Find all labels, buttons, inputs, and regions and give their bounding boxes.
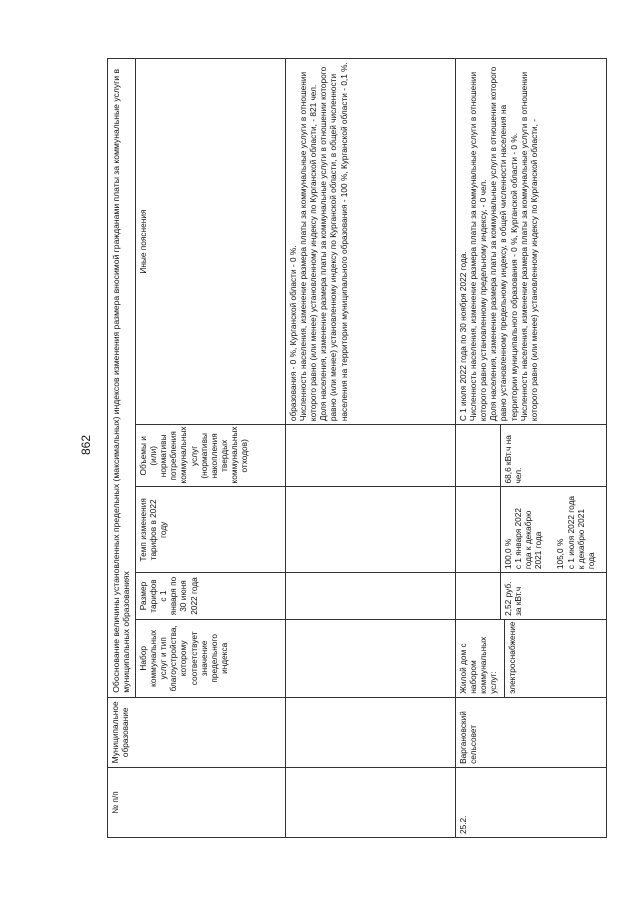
header-num: № п/п [108,767,286,837]
cell-municipal-prev [285,697,455,767]
temp-spacer [456,487,501,572]
cell-other-prev: образования - 0 %, Курганской области - 0 %. Численность населения, изменение размера платы за коммунальные услуги в отношении которого равно (или менее) установленному индексу по Курганской области, - 821 чел. Доля населения, изменение размера платы за коммунальные услуги в отношении которого равно (или менее) установленному индексу по Курганской области, в общей численности населения на территории муниципального образования - 100 %, Курганской области - 0,1 %. [285,59,455,425]
volume-value: 68,6 кВт.ч на чел. [502,435,524,484]
table-row-25-2 [455,59,606,838]
temp-desc-2: с 1 июля 2022 года к декабрю 2021 года [565,495,596,570]
header-volume: Объемы и (или) нормативы потребления коммунальных услуг (нормативы накопления твердых коммунальных отходов) [135,425,285,487]
temp-desc-1: с 1 января 2022 года к декабрю 2021 года [513,508,544,570]
cell-set-prev [285,619,455,697]
cell-num-prev [285,767,455,837]
header-other: Иные пояснения [135,59,285,425]
cell-temp-25-2 [455,487,606,573]
size-spacer [456,573,501,619]
header-municipal: Муниципальное образование [108,697,286,767]
header-size: Размер тарифов с 1 января по 30 июня 2022 года [135,573,285,620]
cell-municipal-25-2: Варгановский сельсовет [455,697,606,767]
header-temp: Темп изменения тарифов в 2022 году [135,487,285,573]
header-set: Набор коммунальных услуг и тип благоустройства, которому соответствует значение предельного индекса [135,619,285,697]
cell-set-25-2 [455,619,606,697]
table-row-prev [285,59,455,838]
cell-volume-25-2 [455,425,606,487]
cell-other-25-2: С 1 июля 2022 года по 30 ноября 2022 года. Численность населения, изменение размера платы за коммунальные услуги в отношении которого равно установленному предельному индексу, - 0 чел. Доля населения, изменение размера платы за коммунальные услуги в отношении которого равно установленному предельному индексу, в общей численности населения на территории муниципального образования - 0 %, Курганской области - 0 %. Численность населения, изменение размера платы за коммунальные услуги в отношении которого равно (или менее) установленному индексу по Курганской области, - [455,59,606,425]
volume-spacer [456,425,501,486]
cell-size-prev [285,573,455,620]
cell-size-25-2 [455,573,606,620]
temp-value-1: 100,0 % [502,538,513,570]
rotated-table-wrapper [107,58,607,838]
service-name: электроснабжение [506,621,517,694]
page-number: 862 [79,434,93,456]
cell-num-25-2: 25.2. [455,767,606,837]
temp-value-2: 105,0 % [555,538,566,570]
header-row-1 [108,59,136,838]
cell-temp-prev [285,487,455,573]
tariff-table [107,58,607,838]
size-value: 2,52 руб. за кВт.ч [502,581,524,616]
group-label: Жилой дом с набором коммунальных услуг: [456,620,505,697]
cell-volume-prev [285,425,455,487]
header-title: Обоснование величины установленных предельных (максимальных) индексов изменения размера вносимой гражданами платы за коммунальные услуги в муниципальных образованиях [108,59,136,698]
